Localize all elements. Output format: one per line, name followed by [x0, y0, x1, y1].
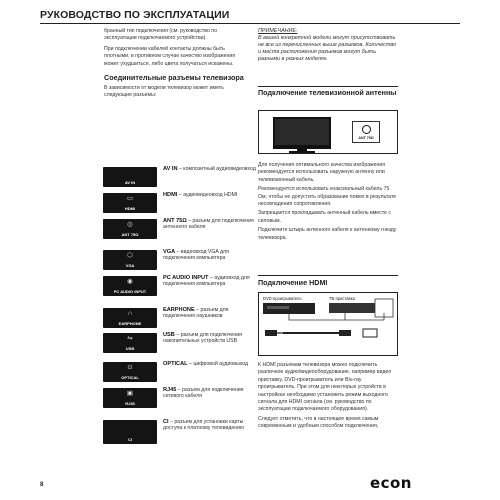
- hdmi-paragraph-1: К HDMI разъемам телевизора можно подключить различное аудио/видеооборудование, например видео приставку, DVD-проигрыватель или Blu-ray проигрыватель. При этом для некоторых устройств в настройках необходимо установить режим выходного сигнала для HDMI сигнала (см. руководство по эксплуатации подключаемого оборудования).: [258, 362, 392, 413]
- hdmi-port-icon: [363, 329, 377, 337]
- vga-badge: [103, 250, 157, 270]
- connector-row-usb: [103, 333, 263, 353]
- antenna-socket-label: ANT 75Ω: [358, 136, 374, 140]
- vga-port-icon: ⬡: [127, 252, 133, 259]
- connector-row-rj45: [103, 388, 263, 408]
- connector-row-av-in: [103, 167, 263, 187]
- usb-badge-label: USB: [125, 346, 135, 351]
- connector-row-ci: [103, 420, 263, 444]
- rj45-desc: – разъем для подключения сетевого кабеля: [163, 387, 244, 400]
- left-paragraph-1: бранный тип подключения (см. руководство по эксплуатации подключаемого устройства).: [104, 28, 217, 42]
- usb-icon: ⇋: [127, 335, 133, 342]
- antenna-socket-icon: ◎: [127, 221, 133, 228]
- av-in-badge-label: AV IN: [124, 180, 136, 185]
- rj45-badge-label: RJ45: [125, 401, 135, 406]
- optical-port-icon: ⊙: [127, 364, 133, 371]
- antenna-paragraph-2: Рекомендуется использовать коаксиальный кабель 75 Ом, чтобы не допустить образование помех в результате несовпадения сопротивления.: [258, 186, 397, 208]
- pc-audio-name: PC AUDIO INPUT: [163, 275, 209, 281]
- pc-audio-badge-label: PC AUDIO INPUT: [113, 289, 147, 294]
- headphones-icon: ∩: [127, 310, 133, 317]
- hdmi-name: HDMI: [163, 192, 178, 198]
- hdmi-illustration: [258, 292, 398, 356]
- note-heading: ПРИМЕЧАНИЕ:: [258, 28, 298, 34]
- earphone-badge: [103, 308, 157, 328]
- optical-badge-label: OPTICAL: [121, 375, 139, 380]
- hdmi-cable-icon: [265, 330, 351, 336]
- av-in-name: AV IN: [163, 166, 178, 172]
- ant-desc: – разъем для подключения антенного кабеля: [163, 218, 254, 231]
- optical-desc: – цифровой аудиовыход: [189, 361, 249, 367]
- rj45-badge: [103, 388, 157, 408]
- ci-desc: – разъем для установки карты доступа к платному телевидению: [163, 419, 244, 432]
- ethernet-port-icon: ▣: [126, 390, 134, 397]
- ant-name: ANT 75Ω: [163, 218, 187, 224]
- pc-audio-badge: [103, 276, 157, 296]
- note-body: В вашей конкретной модели могут присутствовать не все из перечисленных выше разъемов. Количество и места расположения разъемов могут быть разными в разных моделях.: [258, 35, 397, 62]
- left-paragraph-2: При подключении кабелей контакты должны быть плотными, в противном случае качество изображения может ухудшиться, либо цвета получаться искажены.: [104, 45, 236, 67]
- connector-row-optical: [103, 362, 263, 382]
- earphone-name: EARPHONE: [163, 307, 195, 313]
- dvd-player-icon: [263, 303, 315, 314]
- antenna-socket-panel: [352, 121, 380, 143]
- vga-badge-label: VGA: [125, 263, 135, 268]
- usb-name: USB: [163, 332, 175, 338]
- set-top-box-icon: [329, 303, 375, 313]
- hdmi-badge: [103, 193, 157, 213]
- av-in-badge: [103, 167, 157, 187]
- right-column: [258, 28, 398, 63]
- vga-name: VGA: [163, 249, 176, 255]
- antenna-text-block: [258, 162, 398, 242]
- connectors-intro: В зависимости от модели телевизор может иметь следующие разъемы:: [104, 85, 224, 99]
- antenna-paragraph-3: Запрещается прокладывать антенный кабель вместе с силовым.: [258, 210, 391, 224]
- connector-row-vga: [103, 250, 263, 270]
- vga-desc: – видеовход VGA для подключения компьютера: [163, 249, 229, 262]
- ci-name: CI: [163, 419, 169, 425]
- header-rule: [40, 23, 460, 24]
- antenna-paragraph-4: Подключите штырь антенного кабеля к антенному гнезду телевизора.: [258, 227, 397, 241]
- page-number: 8: [40, 482, 44, 488]
- usb-badge: [103, 333, 157, 353]
- connector-row-hdmi: [103, 193, 263, 213]
- connector-row-pc-audio: [103, 276, 263, 296]
- page-header-title: РУКОВОДСТВО ПО ЭКСПЛУАТАЦИИ: [40, 9, 230, 21]
- antenna-section-rule: [258, 86, 398, 87]
- usb-desc: – разъем для подключения накопительных устройств USB: [163, 332, 242, 345]
- antenna-section-title: Подключение телевизионной антенны: [258, 88, 397, 97]
- ant-badge-label: ANT 75Ω: [121, 232, 139, 237]
- antenna-socket-icon: [362, 125, 371, 134]
- left-column: [104, 28, 246, 103]
- set-top-box-label: ТВ-приставка: [329, 296, 355, 301]
- connectors-section-title: Соединительные разъемы телевизора: [104, 73, 244, 83]
- dvd-player-label: DVD-проигрыватель: [263, 296, 302, 301]
- optical-name: OPTICAL: [163, 361, 188, 367]
- ci-badge-label: CI: [128, 437, 132, 442]
- earphone-desc: – разъем для подключения наушников: [163, 307, 229, 320]
- pc-audio-desc: – аудиовход для подключения компьютера: [163, 275, 250, 288]
- av-in-desc: – композитный аудиовидеовход: [178, 166, 256, 172]
- earphone-badge-label: EARPHONE: [118, 321, 142, 326]
- hdmi-paragraph-2: Следует отметить, что в настоящее время самым современным и удобным способом подключения,: [258, 415, 379, 430]
- audio-jack-icon: ◉: [127, 278, 133, 285]
- brand-logo: econ: [369, 474, 412, 492]
- hdmi-badge-label: HDMI: [124, 206, 136, 211]
- hdmi-text-block: [258, 362, 398, 431]
- ci-badge: [103, 420, 157, 444]
- hdmi-connection-diagram: [259, 293, 399, 357]
- connector-row-earphone: [103, 308, 263, 328]
- hdmi-icon: ▭: [126, 195, 134, 202]
- hdmi-desc: – аудиовидеовход HDMI: [178, 192, 238, 198]
- hdmi-section-rule: [258, 275, 398, 276]
- optical-badge: [103, 362, 157, 382]
- connector-row-ant: [103, 219, 263, 239]
- hdmi-section-title: Подключение HDMI: [258, 278, 328, 287]
- antenna-paragraph-1: Для получения оптимального качества изображения рекомендуется использовать наружную антенну или телевизионный кабель.: [258, 162, 386, 183]
- ant-badge: [103, 219, 157, 239]
- rj45-name: RJ45: [163, 387, 177, 393]
